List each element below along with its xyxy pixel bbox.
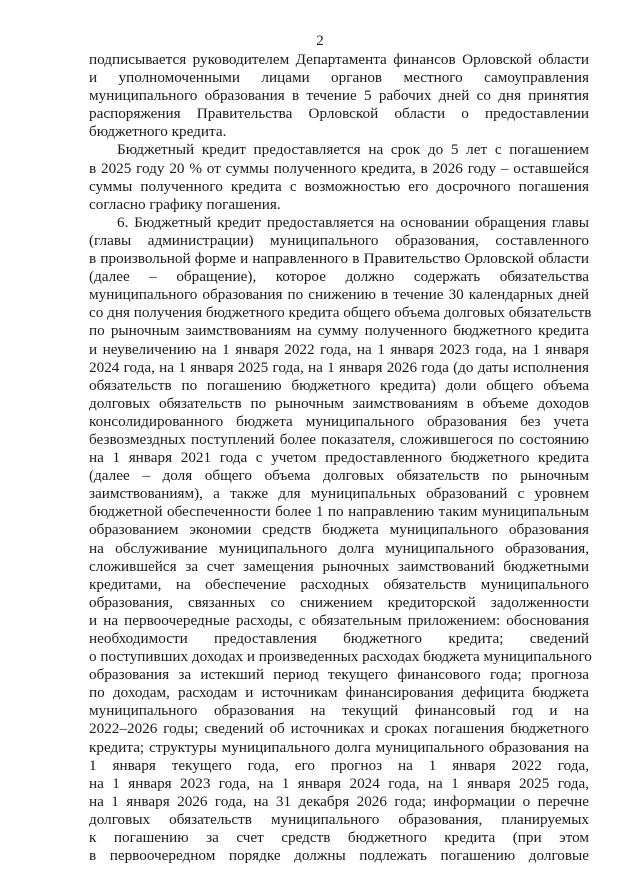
text-line: обязательств по погашению бюджетного кредита) доли общего объема xyxy=(89,376,589,394)
text-line: суммы полученного кредита с возможностью его досрочного погашения xyxy=(89,177,589,195)
text-line: (далее – обращение), которое должно содержать обязательства xyxy=(89,268,589,286)
text-line: (главы администрации) муниципального образования, составленного xyxy=(89,231,589,249)
text-line: бюджетного кредита. xyxy=(89,123,227,141)
text-line: долговых обязательств муниципального образования, планируемых xyxy=(89,810,589,828)
text-line: консолидированного бюджета муниципального образования без учета xyxy=(89,412,589,430)
text-line: 6. Бюджетный кредит предоставляется на основании обращения главы xyxy=(117,213,589,231)
body-text xyxy=(89,51,592,865)
text-line: (далее – доля общего объема долговых обязательств по рыночным xyxy=(89,467,589,485)
text-line: на 1 января 2021 года с учетом предоставленного бюджетного кредита xyxy=(89,449,589,467)
text-line: в произвольной форме и направленного в Правительство Орловской области xyxy=(89,250,589,268)
text-line: бюджетной обеспеченности более 1 по направлению таким муниципальным xyxy=(89,503,589,521)
text-line: и неувеличению на 1 января 2022 года, на 1 января 2023 года, на 1 января xyxy=(89,340,589,358)
text-line: муниципального образования в течение 5 рабочих дней со дня принятия xyxy=(89,87,589,105)
text-line: 2024 года, на 1 января 2025 года, на 1 января 2026 года (до даты исполнения xyxy=(89,358,589,376)
text-line: в первоочередном порядке должны подлежать погашению долговые xyxy=(89,847,589,865)
text-line: со дня получения бюджетного кредита общего объема долговых обязательств xyxy=(89,304,592,322)
text-line: по доходам, расходам и источникам финансирования дефицита бюджета xyxy=(89,684,589,702)
text-line: 2022–2026 годы; сведений об источниках и сроках погашения бюджетного xyxy=(89,720,589,738)
page-number: 2 xyxy=(316,33,324,49)
text-line: долговых обязательств по рыночным заимствованиям в объеме доходов xyxy=(89,394,589,412)
text-line: Бюджетный кредит предоставляется на срок до 5 лет с погашением xyxy=(117,141,589,159)
text-line: на 1 января 2026 года, на 31 декабря 2026 года; информации о перечне xyxy=(89,792,589,810)
text-line: и на первоочередные расходы, с обязательным приложением: обоснования xyxy=(89,611,589,629)
text-line: образованием экономии средств бюджета муниципального образования xyxy=(89,521,589,539)
text-line: сложившейся за счет замещения рыночных заимствований бюджетными xyxy=(89,557,589,575)
text-line: на 1 января 2023 года, на 1 января 2024 года, на 1 января 2025 года, xyxy=(89,774,589,792)
text-line: 1 января текущего года, его прогноз на 1 января 2022 года, xyxy=(89,756,589,774)
text-line: муниципального образования на текущий финансовый год и на xyxy=(89,702,589,720)
text-line: о поступивших доходах и произведенных расходах бюджета муниципального xyxy=(89,648,592,666)
text-line: необходимости предоставления бюджетного кредита; сведений xyxy=(89,630,589,647)
text-line: к погашению за счет средств бюджетного кредита (при этом xyxy=(89,829,589,847)
text-line: кредита; структуры муниципального долга муниципального образования на xyxy=(89,738,589,756)
text-line: на обслуживание муниципального долга муниципального образования, xyxy=(89,539,589,557)
text-line: заимствованиям), а также для муниципальных образований с уровнем xyxy=(89,485,589,503)
text-line: в 2025 году 20 % от суммы полученного кредита, в 2026 году – оставшейся xyxy=(89,159,589,177)
text-line: распоряжения Правительства Орловской области о предоставлении xyxy=(89,105,589,123)
text-line: подписывается руководителем Департамента финансов Орловской области xyxy=(89,51,589,68)
text-line: по рыночным заимствованиям на сумму полученного бюджетного кредита xyxy=(89,322,589,340)
text-line: безвозмездных поступлений более показателя, сложившегося по состоянию xyxy=(89,430,589,448)
text-line: кредитами, на обеспечение расходных обязательств муниципального xyxy=(89,575,589,593)
text-line: согласно графику погашения. xyxy=(89,195,281,213)
text-line: и уполномоченными лицами органов местного самоуправления xyxy=(89,69,589,87)
text-line: образования за истекший период текущего финансового года; прогноза xyxy=(89,666,589,684)
text-line: образования, связанных со снижением кредиторской задолженности xyxy=(89,593,589,611)
text-line: муниципального образования по снижению в течение 30 календарных дней xyxy=(89,286,589,304)
